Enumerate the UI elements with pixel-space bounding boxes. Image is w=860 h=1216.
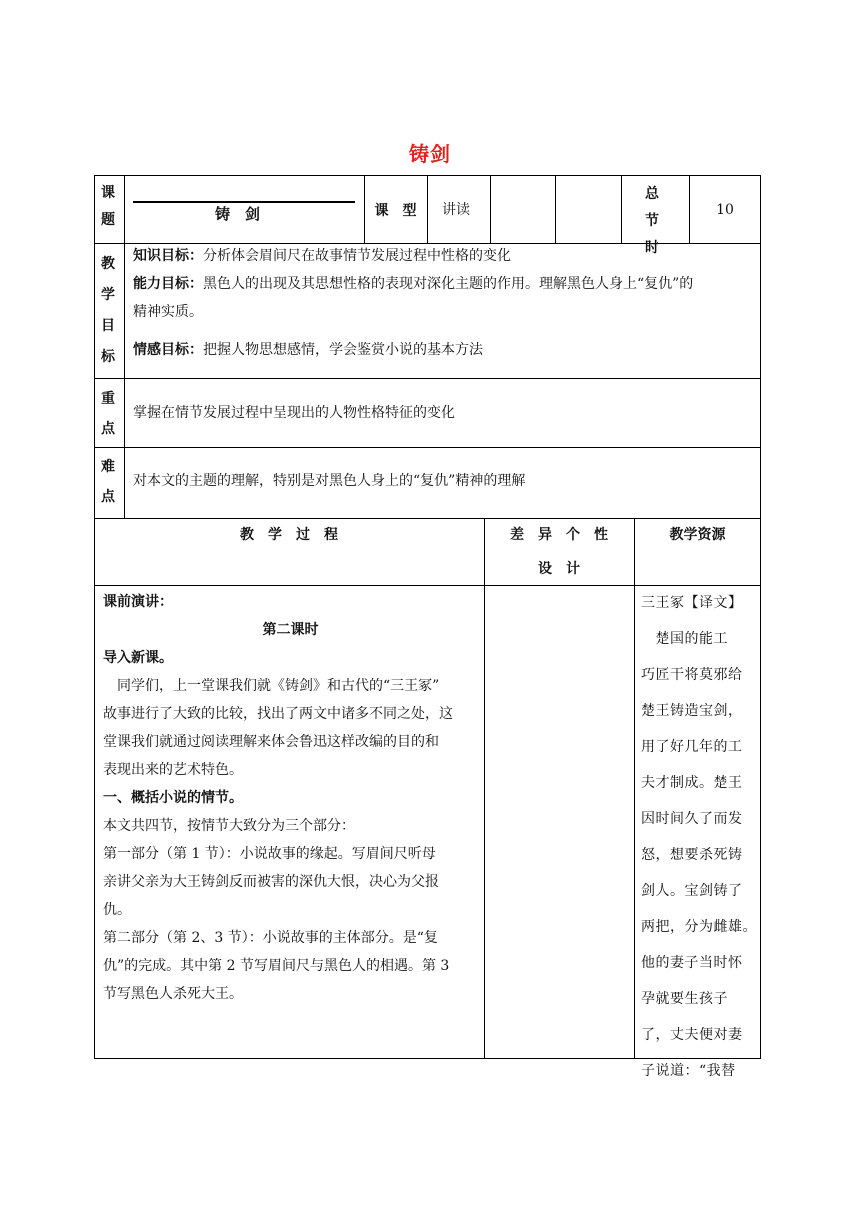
resource-line: 三王冢【译文】 [641,595,743,611]
lesson-name: 铸 剑 [215,205,261,223]
plot-line: 本文共四节，按情节大致分为三个部分： [103,818,355,834]
divider [484,518,485,1059]
resource-line: 剑人。宝剑铸了 [641,883,743,899]
difficulty-label: 难点 [101,459,115,505]
plot-line: 仇。 [103,902,131,918]
ability-goal-text-continued: 精神实质。 [133,304,203,320]
knowledge-goal [133,242,755,270]
divider [621,175,622,243]
resource-line: 他的妻子当时怀 [641,955,743,971]
divider [427,175,428,243]
emotion-goal [133,336,755,364]
emotion-goal-text: 把握人物思想感情，学会鉴赏小说的基本方法 [203,342,483,358]
plot-line: 第一部分（第 1 节）：小说故事的缘起。写眉间尺听母 [103,846,436,862]
ability-goal [133,270,755,326]
knowledge-goal-label: 知识目标： [133,248,203,264]
divider [124,175,125,518]
resource-line: 怒，想要杀死铸 [641,847,743,863]
focus-text: 掌握在情节发展过程中呈现出的人物性格特征的变化 [133,405,455,421]
resource-line: 巧匠干将莫邪给 [641,667,743,683]
resource-line: 夫才制成。楚王 [641,775,743,791]
column-process: 教 学 过 程 [240,527,338,543]
resource-line: 子说道：“我替 [641,1063,736,1079]
goals-label: 教学目标 [101,256,115,365]
resource-line: 因时间久了而发 [641,811,743,827]
divider [634,518,635,1059]
plot-line: 仇”的完成。其中第 2 节写眉间尺与黑色人的相遇。第 3 [103,958,450,974]
teaching-resources [641,585,759,1089]
difficulty-text: 对本文的主题的理解，特别是对黑色人身上的“复仇”精神的理解 [133,473,526,489]
document-title: 铸剑 [409,142,451,166]
column-resources: 教学资源 [669,527,726,543]
section-heading: 一、概括小说的情节。 [103,790,243,806]
resource-line: 楚国的能工 [641,631,728,647]
resource-line: 孕就要生孩子 [641,991,728,1007]
teaching-process [103,588,478,1008]
column-differentiation-2: 设 计 [538,561,580,577]
pre-speech: 课前演讲： [103,594,173,610]
emotion-goal-label: 情感目标： [133,342,203,358]
resource-line: 两把，分为雌雄。 [641,919,757,935]
divider [94,447,761,448]
lesson-name-underline [133,201,355,203]
column-differentiation: 差 异 个 性 [510,527,608,543]
focus-label: 重点 [101,391,115,437]
divider [490,175,491,243]
ability-goal-text: 黑色人的出现及其思想性格的表现对深化主题的作用。理解黑色人身上“复仇”的 [203,276,694,292]
lesson-label: 课题 [101,185,115,228]
resource-line: 了，丈夫便对妻 [641,1027,743,1043]
knowledge-goal-text: 分析体会眉间尺在故事情节发展过程中性格的变化 [203,248,511,264]
divider [94,518,761,519]
total-hours-value: 10 [716,202,734,218]
total-hours-label: 总节时 [645,186,673,256]
lesson-heading: 第二课时 [262,622,319,638]
plot-line: 节写黑色人杀死大王。 [103,986,243,1002]
intro-paragraph-line: 同学们，上一堂课我们就《铸剑》和古代的“三王冢” [103,678,440,694]
type-label: 课 型 [374,203,417,219]
intro-paragraph-line: 故事进行了大致的比较，找出了两文中诸多不同之处，这 [103,706,453,722]
resource-line: 楚王铸造宝剑， [641,703,743,719]
ability-goal-label: 能力目标： [133,276,203,292]
plot-line: 第二部分（第 2、3 节）：小说故事的主体部分。是“复 [103,930,438,946]
plot-line: 亲讲父亲为大王铸剑反而被害的深仇大恨，决心为父报 [103,874,439,890]
intro-paragraph-line: 表现出来的艺术特色。 [103,762,243,778]
type-value: 讲读 [442,202,470,218]
intro-heading: 导入新课。 [103,650,173,666]
divider [555,175,556,243]
intro-paragraph-line: 堂课我们就通过阅读理解来体会鲁迅这样改编的目的和 [103,734,439,750]
divider [94,378,761,379]
resource-line: 用了好几年的工 [641,739,743,755]
